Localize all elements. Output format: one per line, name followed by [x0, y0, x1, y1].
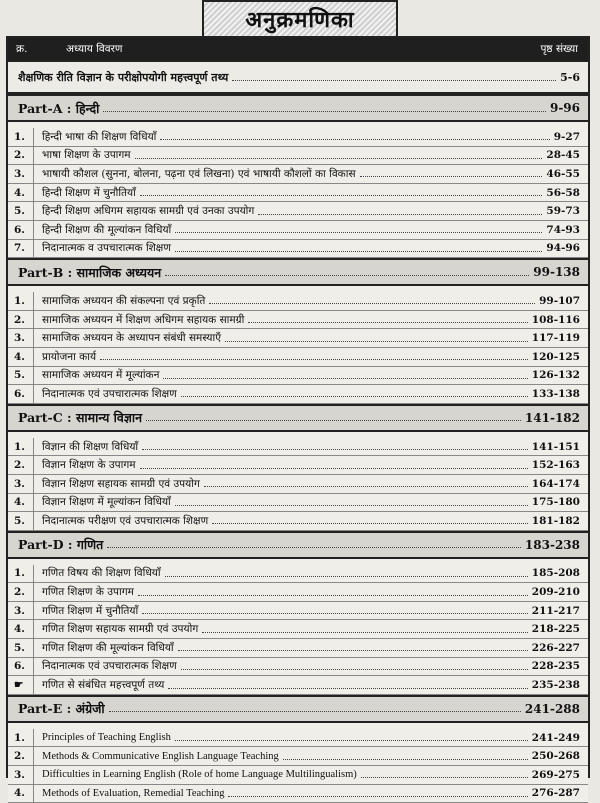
item-title: विज्ञान की शिक्षण विधियाँ [42, 440, 139, 453]
part-page-range: 141-182 [524, 410, 580, 425]
item-page: 117-119 [531, 332, 580, 345]
item-page: 209-210 [531, 586, 580, 599]
item-number: 4. [8, 785, 34, 803]
item-number: 5. [8, 639, 34, 657]
leader-dots [142, 443, 528, 450]
leader-dots [140, 189, 543, 196]
leader-dots [165, 269, 529, 276]
item-title: Methods & Communicative English Language Teaching [42, 750, 279, 762]
list-item [8, 367, 588, 386]
leader-dots [146, 414, 521, 421]
list-item [8, 565, 588, 584]
item-number: 6. [8, 385, 34, 403]
leader-dots [100, 353, 528, 360]
leader-dots [107, 541, 521, 548]
leader-dots [103, 105, 546, 112]
item-number: 1. [8, 292, 34, 310]
item-number: 1. [8, 438, 34, 456]
item-title: सामाजिक अध्ययन में मूल्यांकन [42, 369, 160, 382]
item-number: 7. [8, 240, 34, 258]
leader-dots [181, 390, 528, 397]
item-number: 4. [8, 184, 34, 202]
list-item [8, 165, 588, 184]
item-title: सामाजिक अध्ययन में शिक्षण अधिगम सहायक सामग्री [42, 313, 245, 326]
item-title: गणित शिक्षण सहायक सामग्री एवं उपयोग [42, 623, 199, 636]
leader-dots [204, 480, 528, 487]
item-page: 108-116 [531, 313, 580, 326]
leader-dots [163, 372, 527, 379]
list-item [8, 766, 588, 785]
list-item [8, 602, 588, 621]
list-item [8, 128, 588, 147]
item-page: 235-238 [531, 679, 580, 692]
list-item [8, 475, 588, 494]
item-page: 241-249 [531, 731, 580, 744]
intro-text: शैक्षणिक रीति विज्ञान के परीक्षोपयोगी महत्त्वपूर्ण तथ्य [18, 70, 229, 84]
list-item [8, 512, 588, 531]
list-item [8, 240, 588, 259]
item-page: 99-107 [539, 294, 580, 307]
item-page: 126-132 [531, 369, 580, 382]
item-number: 6. [8, 658, 34, 676]
part-title: Part-A : हिन्दी [18, 100, 100, 116]
item-number: 4. [8, 348, 34, 366]
list-item [8, 329, 588, 348]
parts-container [8, 94, 588, 803]
item-title: भाषायी कौशल (सुनना, बोलना, पढ़ना एवं लिखना) एवं भाषायी कौशलों का विकास [42, 167, 356, 180]
list-item [8, 292, 588, 311]
part-heading [8, 531, 588, 559]
contents-table [6, 36, 590, 800]
item-page: 218-225 [531, 623, 580, 636]
list-item [8, 385, 588, 404]
item-title: हिन्दी शिक्षण अधिगम सहायक सामग्री एवं उनका उपयोग [42, 205, 255, 218]
list-item [8, 221, 588, 240]
item-number: 4. [8, 620, 34, 638]
item-page: 185-208 [531, 567, 580, 580]
item-number: 2. [8, 147, 34, 165]
item-number: 5. [8, 202, 34, 220]
item-page: 28-45 [546, 149, 580, 162]
leader-dots [209, 297, 535, 304]
list-item [8, 620, 588, 639]
leader-dots [138, 589, 528, 596]
leader-dots [160, 133, 549, 140]
item-title: भाषा शिक्षण के उपागम [42, 149, 131, 162]
part-page-range: 183-238 [524, 537, 580, 552]
item-page: 133-138 [531, 387, 580, 400]
list-item [8, 202, 588, 221]
item-title: सामाजिक अध्ययन के अध्यापन संबंधी समस्याएँ [42, 332, 222, 345]
item-number: 3. [8, 602, 34, 620]
item-page: 226-227 [531, 641, 580, 654]
item-number: 2. [8, 456, 34, 474]
part-page-range: 99-138 [533, 265, 580, 280]
leader-dots [225, 335, 528, 342]
item-title: निदानात्मक एवं उपचारात्मक शिक्षण [42, 660, 177, 673]
leader-dots [178, 644, 528, 651]
item-title: विज्ञान शिक्षण सहायक सामग्री एवं उपयोग [42, 477, 200, 490]
item-number: 2. [8, 583, 34, 601]
item-title: Difficulties in Learning English (Role of home Language Multilingualism) [42, 769, 357, 781]
leader-dots [175, 734, 528, 741]
list-item [8, 639, 588, 658]
list-item [8, 184, 588, 203]
item-page: 59-73 [546, 205, 580, 218]
list-item [8, 676, 588, 695]
list-item [8, 785, 588, 803]
item-title: विज्ञान शिक्षण के उपागम [42, 459, 136, 472]
leader-dots [181, 663, 528, 670]
leader-dots [135, 152, 543, 159]
item-page: 276-287 [531, 787, 580, 800]
part-title: Part-B : सामाजिक अध्ययन [18, 264, 162, 280]
list-item [8, 348, 588, 367]
item-page: 120-125 [531, 350, 580, 363]
list-item [8, 494, 588, 513]
item-title: गणित विषय की शिक्षण विधियाँ [42, 567, 161, 580]
item-title: निदानात्मक परीक्षण एवं उपचारात्मक शिक्षण [42, 514, 209, 527]
item-page: 152-163 [531, 459, 580, 472]
list-item [8, 729, 588, 748]
part-page-range: 241-288 [524, 701, 580, 716]
item-title: गणित शिक्षण की मूल्यांकन विधियाँ [42, 641, 174, 654]
item-number: 1. [8, 729, 34, 747]
item-title: हिन्दी शिक्षण में चुनौतियाँ [42, 186, 136, 199]
item-page: 56-58 [546, 186, 580, 199]
leader-dots [212, 517, 528, 524]
page-title: अनुक्रमणिका [202, 0, 398, 36]
part-title: Part-D : गणित [18, 537, 104, 553]
item-title: गणित से संबंधित महत्त्वपूर्ण तथ्य [42, 679, 165, 692]
part-heading [8, 258, 588, 286]
leader-dots [175, 245, 542, 252]
leader-dots [228, 790, 527, 797]
list-item [8, 583, 588, 602]
list-item [8, 747, 588, 766]
item-title: सामाजिक अध्ययन की संकल्पना एवं प्रकृति [42, 294, 206, 307]
header-number: क्र. [16, 43, 28, 55]
item-page: 175-180 [531, 496, 580, 509]
leader-dots [360, 170, 543, 177]
leader-dots [248, 316, 527, 323]
table-header [8, 38, 588, 62]
item-page: 46-55 [546, 167, 580, 180]
item-page: 211-217 [531, 604, 580, 617]
item-number: 5. [8, 367, 34, 385]
intro-page: 5-6 [560, 70, 580, 84]
leader-dots [165, 570, 528, 577]
item-page: 141-151 [531, 440, 580, 453]
item-number: 3. [8, 475, 34, 493]
list-item [8, 456, 588, 475]
item-number: 4. [8, 494, 34, 512]
item-number: 6. [8, 221, 34, 239]
list-item [8, 311, 588, 330]
part-title: Part-E : अंग्रेजी [18, 701, 105, 717]
item-number: 5. [8, 512, 34, 530]
item-title: गणित शिक्षण के उपागम [42, 586, 134, 599]
item-title: हिन्दी शिक्षण की मूल्यांकन विधियाँ [42, 223, 172, 236]
item-number: 2. [8, 747, 34, 765]
item-title: निदानात्मक व उपचारात्मक शिक्षण [42, 242, 171, 255]
leader-dots [258, 208, 542, 215]
leader-dots [109, 705, 521, 712]
item-title: Principles of Teaching English [42, 732, 171, 744]
item-page: 164-174 [531, 477, 580, 490]
list-item [8, 438, 588, 457]
item-title: प्रायोजना कार्य [42, 350, 97, 363]
leader-dots [361, 771, 528, 778]
leader-dots [175, 499, 528, 506]
leader-dots [283, 753, 528, 760]
item-number: 1. [8, 565, 34, 583]
item-title: Methods of Evaluation, Remedial Teaching [42, 787, 225, 799]
item-page: 181-182 [531, 514, 580, 527]
item-number: 3. [8, 165, 34, 183]
header-page: पृष्ठ संख्या [540, 43, 578, 55]
item-page: 228-235 [531, 660, 580, 673]
part-page-range: 9-96 [549, 101, 580, 115]
leader-dots [140, 462, 528, 469]
item-title: हिन्दी भाषा की शिक्षण विधियाँ [42, 130, 157, 143]
leader-dots [202, 626, 528, 633]
item-number: 2. [8, 311, 34, 329]
title-wrap [0, 0, 600, 36]
item-number: 3. [8, 329, 34, 347]
leader-dots [168, 682, 527, 689]
item-number: 1. [8, 128, 34, 146]
leader-dots [142, 607, 528, 614]
item-page: 74-93 [546, 223, 580, 236]
header-description: अध्याय विवरण [66, 43, 123, 55]
intro-row [8, 62, 588, 94]
item-page: 9-27 [553, 130, 580, 143]
item-title: विज्ञान शिक्षण में मूल्यांकन विधियाँ [42, 496, 171, 509]
item-page: 269-275 [531, 768, 580, 781]
part-heading [8, 404, 588, 432]
item-number: ☛ [8, 676, 34, 694]
list-item [8, 147, 588, 166]
item-title: निदानात्मक एवं उपचारात्मक शिक्षण [42, 387, 177, 400]
list-item [8, 658, 588, 677]
item-page: 250-268 [531, 750, 580, 763]
leader-dots [175, 226, 542, 233]
part-heading [8, 94, 588, 122]
item-number: 3. [8, 766, 34, 784]
part-heading [8, 695, 588, 723]
item-title: गणित शिक्षण में चुनौतियाँ [42, 604, 139, 617]
item-page: 94-96 [546, 242, 580, 255]
leader-dots [232, 74, 556, 81]
part-title: Part-C : सामान्य विज्ञान [18, 410, 143, 426]
